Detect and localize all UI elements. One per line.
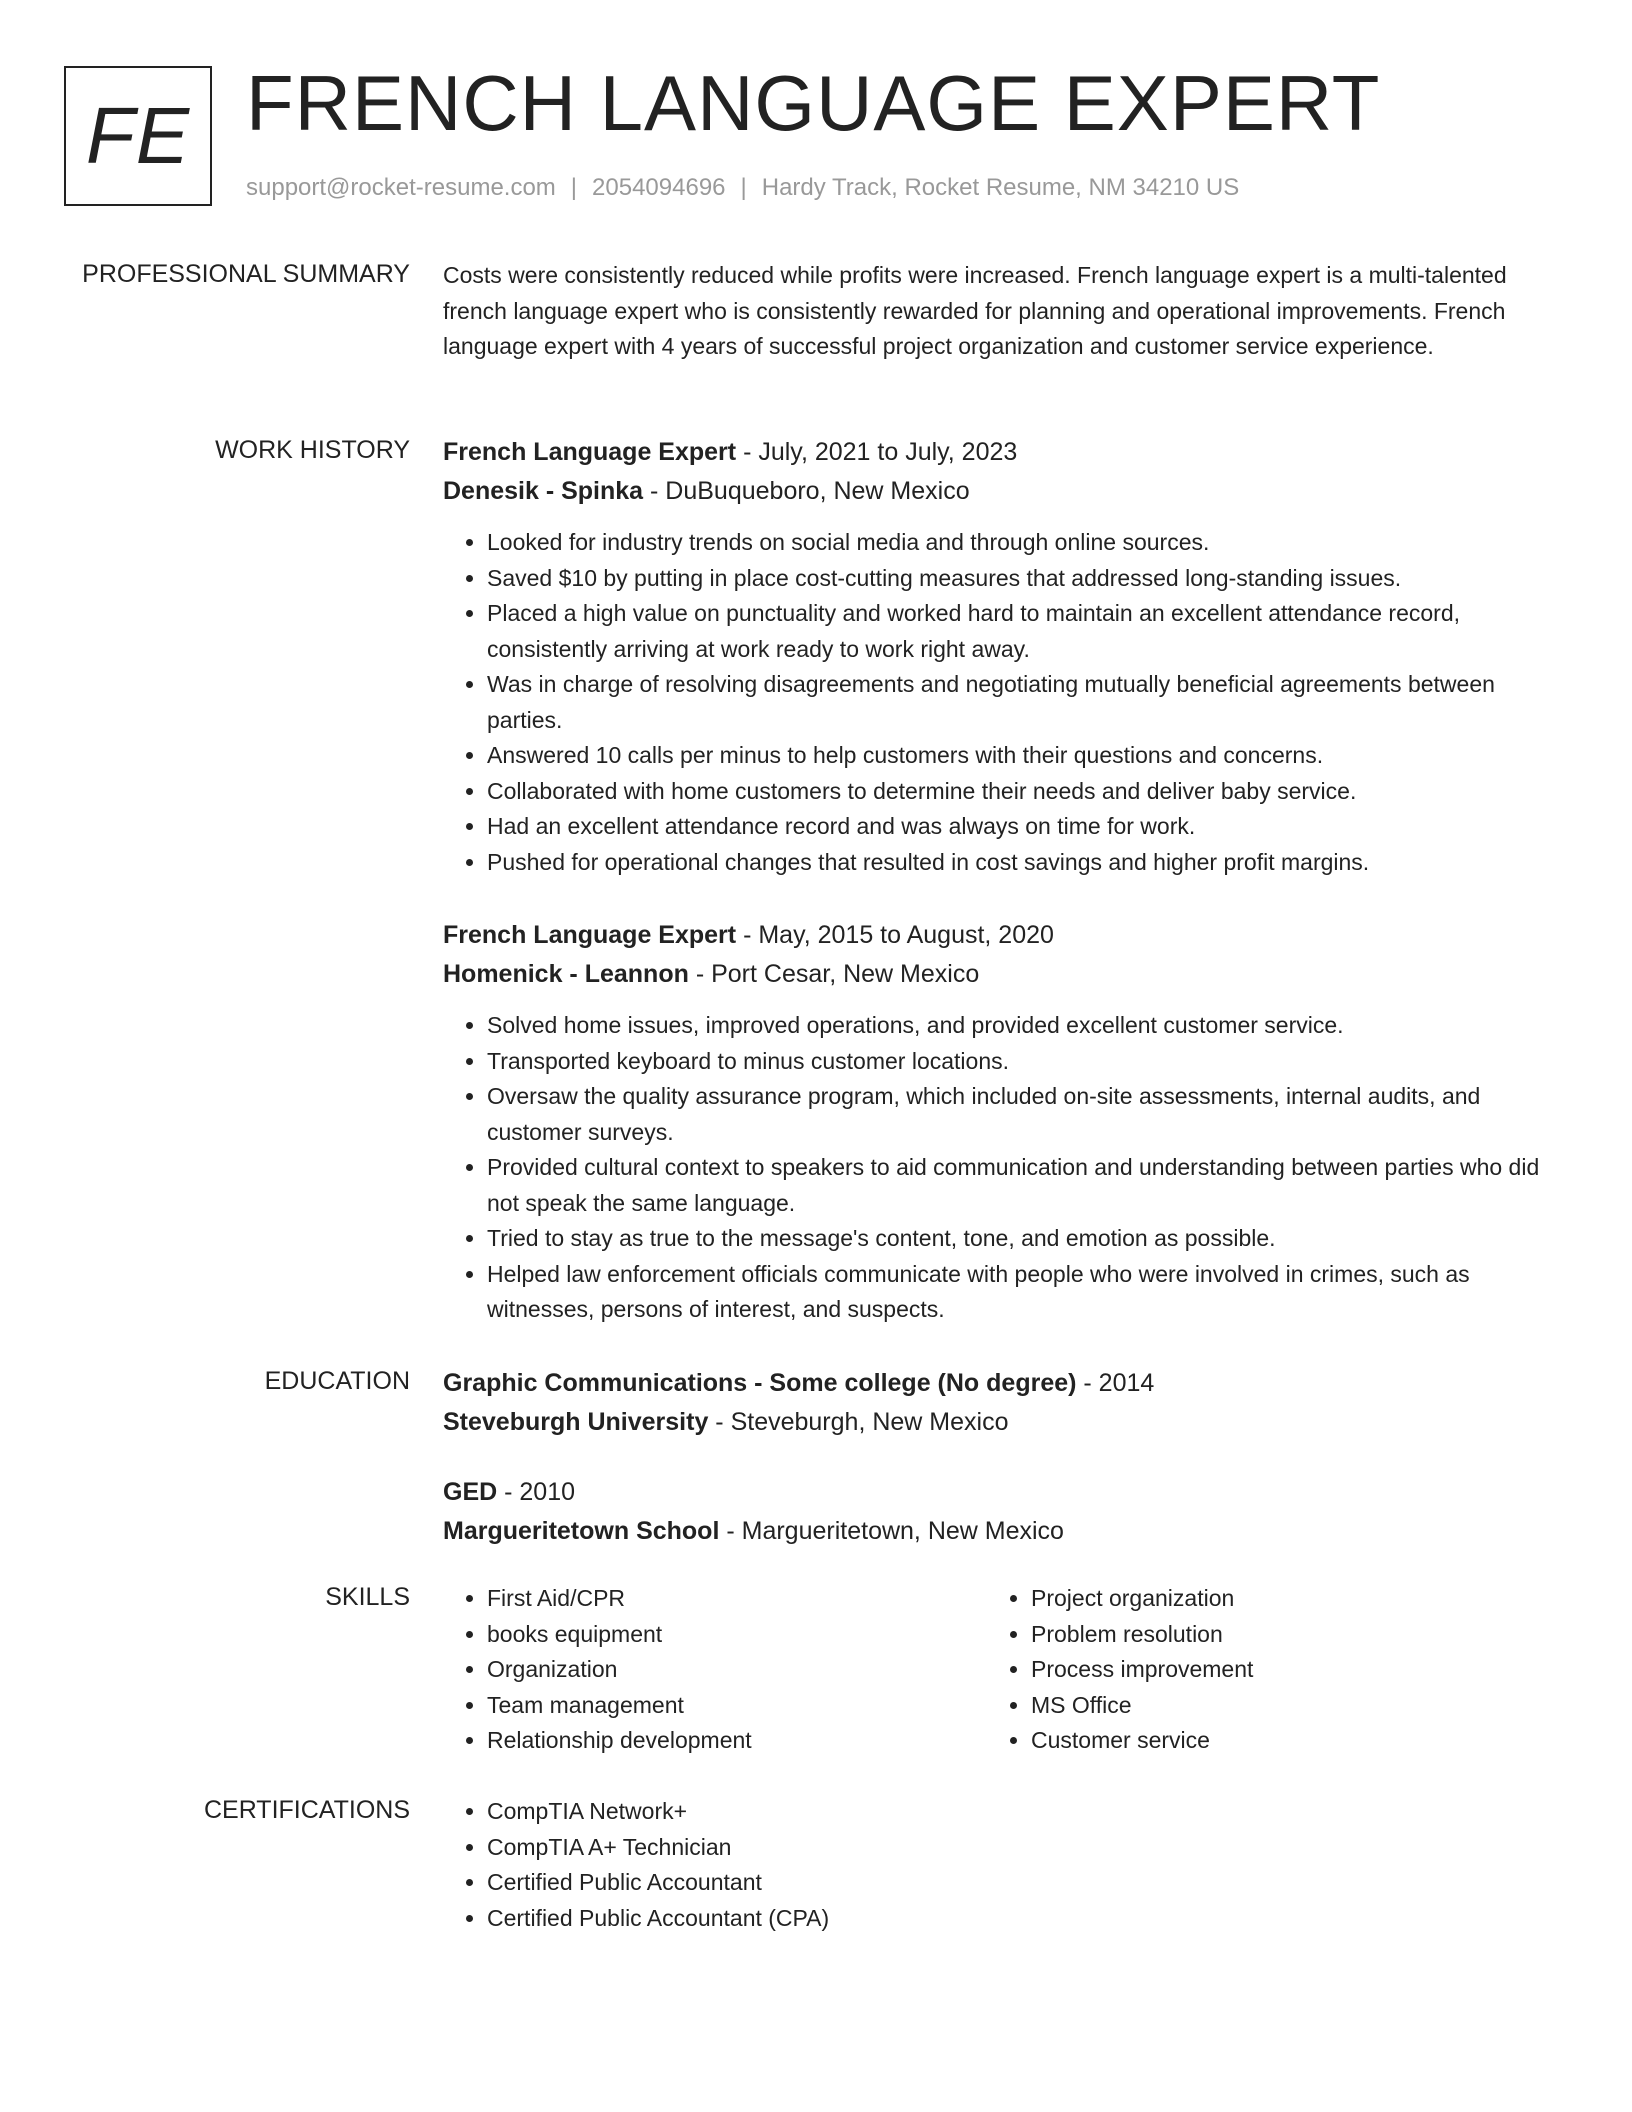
contact-email[interactable]: support@rocket-resume.com xyxy=(246,174,556,201)
job-location: - Port Cesar, New Mexico xyxy=(688,960,980,988)
education-school: Margueritetown School xyxy=(443,1517,720,1545)
contact-line xyxy=(246,174,1239,202)
job-bullet: • Answered 10 calls per minus to help customers with their questions and concerns. xyxy=(487,738,1551,774)
job-bullet: • Tried to stay as true to the message's content, tone, and emotion as possible. xyxy=(487,1221,1551,1257)
job-bullet: • Looked for industry trends on social media and through online sources. xyxy=(487,525,1551,561)
education-degree: GED xyxy=(443,1478,498,1506)
job-title-line xyxy=(443,433,1551,472)
contact-address: Hardy Track, Rocket Resume, NM 34210 US xyxy=(761,174,1240,201)
certifications-body xyxy=(443,1794,1551,1936)
job-entry xyxy=(443,433,1551,880)
job-bullet: • Collaborated with home customers to determine their needs and deliver baby service. xyxy=(487,774,1551,810)
job-entry xyxy=(443,916,1551,1328)
job-title: French Language Expert xyxy=(443,438,737,466)
contact-separator: | xyxy=(570,174,578,201)
job-bullet: • Oversaw the quality assurance program, which included on-site assessments, internal audits, and customer surveys. xyxy=(487,1079,1551,1150)
monogram-box xyxy=(64,66,212,206)
skill-item: • Organization xyxy=(487,1652,987,1688)
skills-columns xyxy=(443,1581,1551,1759)
job-bullet: • Pushed for operational changes that resulted in cost savings and higher profit margins. xyxy=(487,845,1551,881)
summary-text: Costs were consistently reduced while profits were increased. French language expert is a multi-talented french language expert who is consistently rewarded for planning and operational improvements. French language expert with 4 years of successful project organization and customer service experience. xyxy=(443,262,1507,359)
skill-item: • Project organization xyxy=(1031,1581,1531,1617)
skill-item: • Team management xyxy=(487,1688,987,1724)
job-bullet: • Transported keyboard to minus customer locations. xyxy=(487,1044,1551,1080)
section-title-summary: PROFESSIONAL SUMMARY xyxy=(82,260,410,288)
job-title-line xyxy=(443,916,1551,955)
contact-phone[interactable]: 2054094696 xyxy=(592,174,726,201)
job-dates: - May, 2015 to August, 2020 xyxy=(736,921,1054,949)
education-degree: Graphic Communications - Some college (No degree) xyxy=(443,1369,1077,1397)
job-location: - DuBuqueboro, New Mexico xyxy=(643,477,970,505)
skill-item: • First Aid/CPR xyxy=(487,1581,987,1617)
job-bullet: • Had an excellent attendance record and was always on time for work. xyxy=(487,809,1551,845)
skills-list-left xyxy=(443,1581,987,1759)
education-school-line xyxy=(443,1403,1551,1442)
skills-list-right xyxy=(987,1581,1531,1759)
job-bullets xyxy=(443,1008,1551,1328)
skill-item: • MS Office xyxy=(1031,1688,1531,1724)
monogram-initials: FE xyxy=(85,91,191,180)
certifications-list xyxy=(443,1794,1551,1936)
job-company: Denesik - Spinka xyxy=(443,477,644,505)
job-bullet: • Saved $10 by putting in place cost-cutting measures that addressed long-standing issues. xyxy=(487,561,1551,597)
skill-item: • Problem resolution xyxy=(1031,1617,1531,1653)
education-body xyxy=(443,1364,1551,1442)
job-bullet: • Solved home issues, improved operations, and provided excellent customer service. xyxy=(487,1008,1551,1044)
job-bullet: • Placed a high value on punctuality and worked hard to maintain an excellent attendance record, consistently arriving at work ready to work right away. xyxy=(487,596,1551,667)
education-location: - Margueritetown, New Mexico xyxy=(719,1517,1064,1545)
skill-item: • books equipment xyxy=(487,1617,987,1653)
skills-body xyxy=(443,1581,1551,1759)
job-company-line xyxy=(443,472,1551,511)
education-body-2 xyxy=(443,1473,1551,1551)
education-degree-line xyxy=(443,1364,1551,1403)
job-bullet: • Was in charge of resolving disagreements and negotiating mutually beneficial agreements between parties. xyxy=(487,667,1551,738)
resume-name: FRENCH LANGUAGE EXPERT xyxy=(246,59,1381,147)
skill-item: • Relationship development xyxy=(487,1723,987,1759)
education-degree-line xyxy=(443,1473,1551,1512)
section-title-skills: SKILLS xyxy=(325,1583,410,1611)
certification-item: • CompTIA Network+ xyxy=(487,1794,1551,1830)
section-title-certifications: CERTIFICATIONS xyxy=(203,1796,410,1824)
skill-item: • Customer service xyxy=(1031,1723,1531,1759)
job-bullet: • Helped law enforcement officials communicate with people who were involved in crimes, such as witnesses, persons of interest, and suspects. xyxy=(487,1257,1551,1328)
education-school: Steveburgh University xyxy=(443,1408,709,1436)
section-title-education: EDUCATION xyxy=(264,1367,410,1395)
skill-item: • Process improvement xyxy=(1031,1652,1531,1688)
contact-separator: | xyxy=(740,174,747,201)
education-year: - 2014 xyxy=(1076,1369,1155,1397)
job-company: Homenick - Leannon xyxy=(443,960,689,988)
work-history-body xyxy=(443,433,1551,880)
work-history-body-2 xyxy=(443,916,1551,1328)
job-title: French Language Expert xyxy=(443,921,737,949)
education-year: - 2010 xyxy=(497,1478,576,1506)
education-school-line xyxy=(443,1512,1551,1551)
certification-item: • Certified Public Accountant (CPA) xyxy=(487,1901,1551,1937)
certification-item: • CompTIA A+ Technician xyxy=(487,1830,1551,1866)
job-dates: - July, 2021 to July, 2023 xyxy=(736,438,1018,466)
job-bullets xyxy=(443,525,1551,880)
certification-item: • Certified Public Accountant xyxy=(487,1865,1551,1901)
job-bullet: • Provided cultural context to speakers to aid communication and understanding between parties who did not speak the same language. xyxy=(487,1150,1551,1221)
education-location: - Steveburgh, New Mexico xyxy=(708,1408,1009,1436)
summary-body xyxy=(443,258,1551,365)
job-company-line xyxy=(443,955,1551,994)
section-title-work-history: WORK HISTORY xyxy=(215,436,410,464)
